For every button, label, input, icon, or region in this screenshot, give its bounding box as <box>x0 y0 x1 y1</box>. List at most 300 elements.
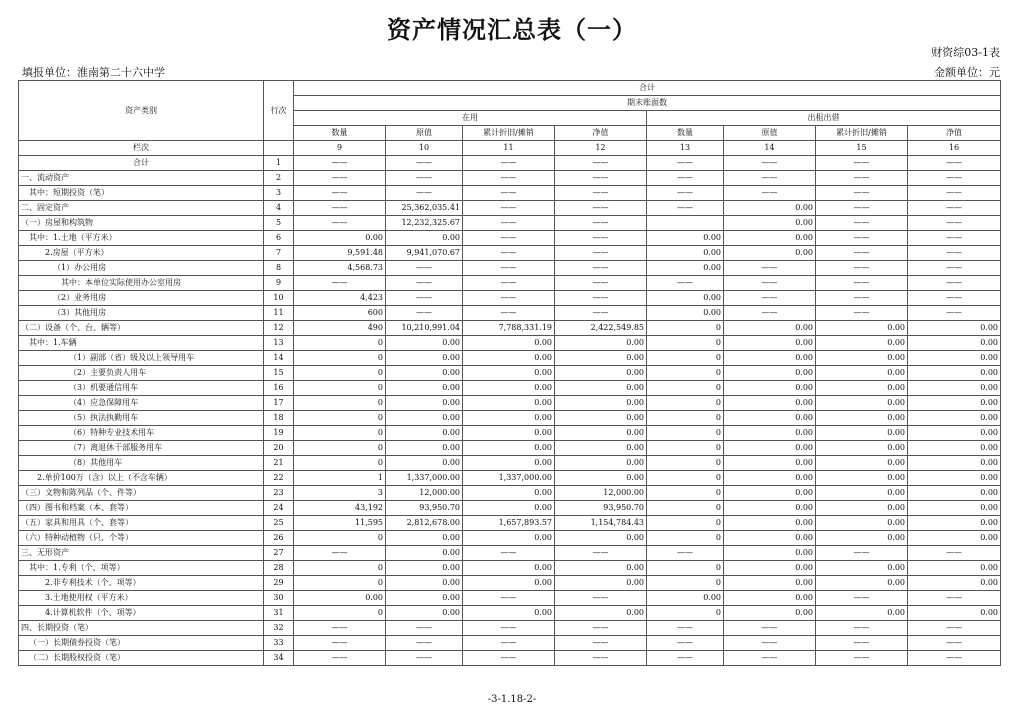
table-cell: 25,362,035.41 <box>386 201 463 216</box>
table-cell: 4,568.73 <box>294 261 386 276</box>
table-cell: —— <box>816 306 908 321</box>
table-cell: 0 <box>647 531 724 546</box>
table-cell: —— <box>555 201 647 216</box>
column-header: 原值 <box>724 126 816 141</box>
table-row <box>19 486 1001 501</box>
table-cell: 0.00 <box>816 516 908 531</box>
table-cell: 0 <box>647 561 724 576</box>
table-cell: 0.00 <box>386 561 463 576</box>
table-cell: 0.00 <box>724 471 816 486</box>
row-line-no: 19 <box>264 426 294 441</box>
table-cell: 0.00 <box>816 576 908 591</box>
table-cell: 0.00 <box>555 366 647 381</box>
table-cell: 0.00 <box>816 336 908 351</box>
table-cell: —— <box>386 276 463 291</box>
table-cell: 0.00 <box>816 321 908 336</box>
table-cell: 0.00 <box>463 576 555 591</box>
table-cell: —— <box>463 261 555 276</box>
table-cell: —— <box>463 156 555 171</box>
table-cell: —— <box>724 186 816 201</box>
table-cell: 0.00 <box>908 486 1001 501</box>
table-cell: 0.00 <box>816 426 908 441</box>
table-row <box>19 171 1001 186</box>
table-cell: 0.00 <box>908 426 1001 441</box>
table-cell: 0.00 <box>647 291 724 306</box>
table-cell: 0.00 <box>386 531 463 546</box>
table-cell: 0.00 <box>724 426 816 441</box>
table-cell: 0.00 <box>724 561 816 576</box>
table-cell: 0.00 <box>463 456 555 471</box>
table-cell: 0 <box>294 531 386 546</box>
row-label: （8）其他用车 <box>19 456 264 471</box>
table-row <box>19 516 1001 531</box>
asset-summary-table <box>18 80 1001 666</box>
row-label: （三）文物和陈列品（个、件等） <box>19 486 264 501</box>
table-row <box>19 396 1001 411</box>
table-row <box>19 216 1001 231</box>
row-label: 2.非专利技术（个、项等） <box>19 576 264 591</box>
table-row <box>19 546 1001 561</box>
table-cell: 0.00 <box>463 606 555 621</box>
row-line-no: 29 <box>264 576 294 591</box>
table-cell: 1 <box>294 471 386 486</box>
table-cell: 0.00 <box>647 231 724 246</box>
row-line-no: 33 <box>264 636 294 651</box>
row-label: （5）执法执勤用车 <box>19 411 264 426</box>
table-cell: —— <box>816 231 908 246</box>
table-cell: —— <box>463 186 555 201</box>
column-header: 原值 <box>386 126 463 141</box>
table-cell: 0.00 <box>463 381 555 396</box>
table-cell: 0.00 <box>463 501 555 516</box>
table-cell: —— <box>463 231 555 246</box>
table-cell: 0.00 <box>908 381 1001 396</box>
table-cell: 0.00 <box>555 456 647 471</box>
table-cell: 0.00 <box>724 591 816 606</box>
table-cell: —— <box>816 621 908 636</box>
table-cell: 0.00 <box>816 396 908 411</box>
row-label: （2）主要负责人用车 <box>19 366 264 381</box>
row-line-no: 4 <box>264 201 294 216</box>
table-cell: —— <box>386 186 463 201</box>
table-cell: 0 <box>647 321 724 336</box>
table-cell: 0.00 <box>908 351 1001 366</box>
table-cell: —— <box>386 291 463 306</box>
table-cell: 0.00 <box>908 576 1001 591</box>
table-cell: 0 <box>294 411 386 426</box>
table-cell: 0.00 <box>555 426 647 441</box>
table-cell: 490 <box>294 321 386 336</box>
table-cell: 0.00 <box>294 231 386 246</box>
table-cell: —— <box>555 246 647 261</box>
table-cell: 0.00 <box>647 591 724 606</box>
table-cell: —— <box>555 216 647 231</box>
column-header: 累计折旧/摊销 <box>463 126 555 141</box>
table-cell: 43,192 <box>294 501 386 516</box>
table-cell: 0 <box>647 381 724 396</box>
table-cell: —— <box>647 156 724 171</box>
table-cell: 0 <box>294 336 386 351</box>
table-cell: 12,000.00 <box>555 486 647 501</box>
table-cell: 0.00 <box>386 546 463 561</box>
table-cell: 10,210,991.04 <box>386 321 463 336</box>
table-cell: 0.00 <box>908 396 1001 411</box>
table-cell: 0.00 <box>816 561 908 576</box>
table-cell: 0.00 <box>386 456 463 471</box>
table-row <box>19 381 1001 396</box>
table-cell: —— <box>647 621 724 636</box>
table-cell: 0.00 <box>386 441 463 456</box>
table-cell: —— <box>816 201 908 216</box>
row-line-no: 10 <box>264 291 294 306</box>
row-line-no: 15 <box>264 366 294 381</box>
table-row <box>19 231 1001 246</box>
table-cell: —— <box>386 621 463 636</box>
row-label: 3.土地使用权（平方米） <box>19 591 264 606</box>
table-cell: —— <box>908 231 1001 246</box>
table-cell: —— <box>386 261 463 276</box>
table-cell: 0.00 <box>386 576 463 591</box>
col-index-label: 栏次 <box>19 141 264 156</box>
table-cell: 0.00 <box>908 366 1001 381</box>
row-label: （6）特种专业技术用车 <box>19 426 264 441</box>
table-cell: 0.00 <box>908 531 1001 546</box>
table-cell: 0.00 <box>908 606 1001 621</box>
table-cell: 0 <box>647 501 724 516</box>
table-cell: 0.00 <box>908 516 1001 531</box>
row-label: 一、流动资产 <box>19 171 264 186</box>
table-cell: 0.00 <box>724 546 816 561</box>
row-label: （1）办公用房 <box>19 261 264 276</box>
table-cell: 0.00 <box>816 471 908 486</box>
row-label: 4.计算机软件（个、项等） <box>19 606 264 621</box>
table-cell: 0.00 <box>724 441 816 456</box>
header-in-use: 在用 <box>294 111 647 126</box>
table-cell: —— <box>908 246 1001 261</box>
table-cell: 2,812,678.00 <box>386 516 463 531</box>
table-cell: 0.00 <box>724 606 816 621</box>
table-cell: —— <box>647 546 724 561</box>
table-row <box>19 651 1001 666</box>
row-line-no: 32 <box>264 621 294 636</box>
table-row <box>19 186 1001 201</box>
table-cell: —— <box>463 591 555 606</box>
header-total: 合计 <box>294 81 1001 96</box>
table-cell: —— <box>463 246 555 261</box>
row-label: （六）特种动植物（只、个等） <box>19 531 264 546</box>
table-cell: —— <box>555 636 647 651</box>
header-line-no: 行次 <box>264 81 294 141</box>
table-cell: —— <box>555 546 647 561</box>
table-row <box>19 156 1001 171</box>
table-cell: 0.00 <box>908 561 1001 576</box>
table-cell: 0.00 <box>724 231 816 246</box>
row-line-no: 27 <box>264 546 294 561</box>
row-line-no: 1 <box>264 156 294 171</box>
table-cell: 0 <box>647 441 724 456</box>
table-cell: —— <box>463 306 555 321</box>
table-cell: —— <box>386 651 463 666</box>
table-cell: 0.00 <box>386 411 463 426</box>
row-label: 其中：1.土地（平方米） <box>19 231 264 246</box>
row-line-no: 21 <box>264 456 294 471</box>
table-cell: 0 <box>294 606 386 621</box>
table-cell: 0.00 <box>555 396 647 411</box>
table-cell: 0 <box>647 471 724 486</box>
table-cell: 0.00 <box>555 336 647 351</box>
table-cell <box>647 216 724 231</box>
page-number: -3-1.18-2- <box>487 694 537 705</box>
table-cell: —— <box>386 306 463 321</box>
table-cell: 0.00 <box>386 381 463 396</box>
table-cell: 0 <box>647 411 724 426</box>
table-cell: 0 <box>647 336 724 351</box>
table-cell: 0.00 <box>555 531 647 546</box>
row-label: （4）应急保障用车 <box>19 396 264 411</box>
table-row <box>19 306 1001 321</box>
table-cell: 0 <box>647 486 724 501</box>
table-cell: —— <box>555 186 647 201</box>
table-cell: 0.00 <box>816 486 908 501</box>
table-cell: 0.00 <box>463 531 555 546</box>
table-cell: —— <box>647 651 724 666</box>
row-label: 2.单价100万（含）以上（不含车辆） <box>19 471 264 486</box>
row-line-no: 14 <box>264 351 294 366</box>
table-cell: —— <box>463 621 555 636</box>
table-cell: 9,941,070.67 <box>386 246 463 261</box>
table-cell: —— <box>908 546 1001 561</box>
table-cell: 0.00 <box>816 456 908 471</box>
table-cell: —— <box>294 216 386 231</box>
table-cell: —— <box>816 276 908 291</box>
table-row <box>19 366 1001 381</box>
column-header: 数量 <box>294 126 386 141</box>
row-label: 2.房屋（平方米） <box>19 246 264 261</box>
table-cell: 1,154,784.43 <box>555 516 647 531</box>
reporting-unit: 填报单位：淮南第二十六中学 <box>22 66 165 79</box>
table-cell: —— <box>816 216 908 231</box>
row-line-no: 23 <box>264 486 294 501</box>
table-cell: —— <box>463 291 555 306</box>
table-cell: 1,337,000.00 <box>463 471 555 486</box>
report-title: 资产情况汇总表（一） <box>387 15 637 44</box>
table-cell: —— <box>555 231 647 246</box>
table-cell: —— <box>294 546 386 561</box>
table-cell: 0 <box>294 351 386 366</box>
table-cell: 7,788,331.19 <box>463 321 555 336</box>
row-label: 其中：本单位实际使用办公室用房 <box>19 276 264 291</box>
amount-unit: 金额单位：元 <box>934 66 1000 79</box>
table-cell: —— <box>724 156 816 171</box>
column-index: 13 <box>647 141 724 156</box>
row-line-no: 16 <box>264 381 294 396</box>
table-cell: 0.00 <box>908 441 1001 456</box>
table-row <box>19 591 1001 606</box>
column-header: 净值 <box>908 126 1001 141</box>
table-cell: —— <box>908 261 1001 276</box>
table-cell: —— <box>816 636 908 651</box>
table-row <box>19 606 1001 621</box>
table-cell: 0.00 <box>724 501 816 516</box>
table-cell: 0 <box>294 381 386 396</box>
table-cell: 0.00 <box>908 456 1001 471</box>
row-line-no: 5 <box>264 216 294 231</box>
table-cell: —— <box>294 636 386 651</box>
table-cell: —— <box>724 291 816 306</box>
row-label: 三、无形资产 <box>19 546 264 561</box>
table-cell: 0.00 <box>463 561 555 576</box>
row-label: （3）机要通信用车 <box>19 381 264 396</box>
table-cell: 0.00 <box>816 606 908 621</box>
table-cell: 600 <box>294 306 386 321</box>
table-cell: 0.00 <box>724 351 816 366</box>
table-cell: 0.00 <box>816 351 908 366</box>
row-line-no: 31 <box>264 606 294 621</box>
table-cell: 0 <box>294 396 386 411</box>
header-category: 资产类别 <box>19 81 264 141</box>
table-cell: —— <box>555 621 647 636</box>
column-index: 15 <box>816 141 908 156</box>
table-row <box>19 576 1001 591</box>
table-row <box>19 321 1001 336</box>
table-cell: 0.00 <box>816 501 908 516</box>
table-cell: 0.00 <box>463 426 555 441</box>
table-cell: 0.00 <box>555 471 647 486</box>
table-cell: 0.00 <box>908 411 1001 426</box>
table-cell: 4,423 <box>294 291 386 306</box>
row-label: 四、长期投资（笔） <box>19 621 264 636</box>
table-cell: 0.00 <box>724 486 816 501</box>
table-row <box>19 636 1001 651</box>
table-cell: 0.00 <box>647 261 724 276</box>
row-line-no: 34 <box>264 651 294 666</box>
table-row <box>19 531 1001 546</box>
table-cell: 12,232,325.67 <box>386 216 463 231</box>
table-cell: 0 <box>647 426 724 441</box>
table-cell: —— <box>908 186 1001 201</box>
table-cell: 0.00 <box>724 531 816 546</box>
table-cell: —— <box>647 186 724 201</box>
row-line-no: 6 <box>264 231 294 246</box>
col-index-blank <box>264 141 294 156</box>
table-cell: —— <box>816 261 908 276</box>
row-label: 其中：1.车辆 <box>19 336 264 351</box>
table-row <box>19 441 1001 456</box>
row-line-no: 28 <box>264 561 294 576</box>
table-cell: —— <box>294 201 386 216</box>
table-cell: 0.00 <box>386 606 463 621</box>
table-cell: —— <box>908 636 1001 651</box>
table-cell: —— <box>908 201 1001 216</box>
table-cell: —— <box>555 306 647 321</box>
column-header: 累计折旧/摊销 <box>816 126 908 141</box>
table-cell: 2,422,549.85 <box>555 321 647 336</box>
table-cell: —— <box>647 276 724 291</box>
row-line-no: 11 <box>264 306 294 321</box>
table-cell: —— <box>908 591 1001 606</box>
row-label: 合计 <box>19 156 264 171</box>
table-cell: —— <box>294 156 386 171</box>
table-cell: 0.00 <box>724 201 816 216</box>
table-cell: —— <box>294 276 386 291</box>
table-cell: 0.00 <box>386 336 463 351</box>
table-cell: —— <box>294 621 386 636</box>
table-cell: —— <box>555 156 647 171</box>
table-cell: —— <box>816 651 908 666</box>
row-line-no: 18 <box>264 411 294 426</box>
row-line-no: 13 <box>264 336 294 351</box>
table-cell: 0 <box>647 606 724 621</box>
table-cell: —— <box>908 216 1001 231</box>
form-code: 财资综03-1表 <box>931 46 1000 59</box>
header-period-end: 期末账面数 <box>294 96 1001 111</box>
table-cell: 0.00 <box>816 441 908 456</box>
table-row <box>19 291 1001 306</box>
table-cell: —— <box>908 156 1001 171</box>
table-cell: 0.00 <box>463 336 555 351</box>
column-header: 数量 <box>647 126 724 141</box>
table-cell: 0.00 <box>908 336 1001 351</box>
table-cell: 0.00 <box>724 216 816 231</box>
table-cell: —— <box>555 261 647 276</box>
table-cell: —— <box>555 276 647 291</box>
table-cell: 0.00 <box>724 321 816 336</box>
row-label: （1）副部（省）级及以上领导用车 <box>19 351 264 366</box>
table-cell: 0.00 <box>724 396 816 411</box>
table-cell: 0.00 <box>555 576 647 591</box>
table-cell: 93,950.70 <box>555 501 647 516</box>
table-cell: 0.00 <box>816 531 908 546</box>
row-line-no: 22 <box>264 471 294 486</box>
table-row <box>19 201 1001 216</box>
table-cell: —— <box>816 246 908 261</box>
table-cell: —— <box>386 156 463 171</box>
table-cell: 0.00 <box>294 591 386 606</box>
table-cell: 0 <box>647 516 724 531</box>
table-cell: —— <box>463 546 555 561</box>
column-header: 净值 <box>555 126 647 141</box>
table-cell: 0.00 <box>724 516 816 531</box>
table-cell: 0 <box>294 561 386 576</box>
table-cell: —— <box>555 651 647 666</box>
row-line-no: 26 <box>264 531 294 546</box>
table-row <box>19 501 1001 516</box>
table-cell: —— <box>908 171 1001 186</box>
table-cell: 0 <box>294 576 386 591</box>
row-line-no: 9 <box>264 276 294 291</box>
table-cell: 0.00 <box>724 246 816 261</box>
table-row <box>19 621 1001 636</box>
row-label: 其中：短期投资（笔） <box>19 186 264 201</box>
table-row <box>19 456 1001 471</box>
column-index: 11 <box>463 141 555 156</box>
table-cell: —— <box>647 636 724 651</box>
table-cell: —— <box>463 201 555 216</box>
row-label: （五）家具和用具（个、套等） <box>19 516 264 531</box>
table-cell: 9,591.48 <box>294 246 386 261</box>
table-cell: 0.00 <box>386 426 463 441</box>
table-cell: —— <box>816 186 908 201</box>
table-cell: 0 <box>647 576 724 591</box>
table-cell: —— <box>724 651 816 666</box>
table-cell: —— <box>724 306 816 321</box>
table-cell: 1,657,893.57 <box>463 516 555 531</box>
table-cell: 0.00 <box>555 411 647 426</box>
row-label: 二、固定资产 <box>19 201 264 216</box>
table-cell: —— <box>816 591 908 606</box>
table-cell: —— <box>463 636 555 651</box>
table-cell: 0.00 <box>647 246 724 261</box>
